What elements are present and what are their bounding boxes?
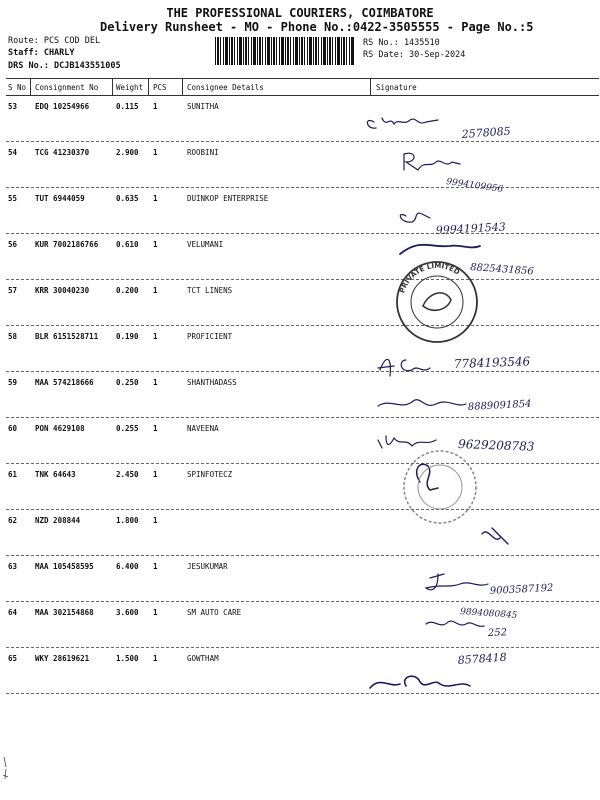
col-consignment: Consignment No — [35, 83, 99, 92]
row-weight: 0.115 — [116, 102, 139, 111]
row-consignee: ROOBINI — [187, 148, 219, 157]
row-pcs: 1 — [153, 148, 158, 157]
staff-label: Staff: CHARLY — [8, 48, 75, 58]
row-consignment: NZD 208844 — [35, 516, 81, 525]
svg-text:252: 252 — [487, 627, 508, 639]
row-weight: 2.900 — [116, 148, 139, 157]
row-pcs: 1 — [153, 562, 158, 571]
svg-text:9003587192: 9003587192 — [489, 582, 554, 597]
row-consignee: NAVEENA — [187, 424, 219, 433]
row-weight: 6.400 — [116, 562, 139, 571]
row-weight: 0.610 — [116, 240, 139, 249]
row-sno: 59 — [8, 378, 18, 387]
table-row — [6, 555, 599, 602]
row-pcs: 1 — [153, 470, 158, 479]
rs-number: RS No.: 1435510 — [363, 38, 440, 48]
col-weight: Weight — [116, 83, 144, 92]
table-row — [6, 325, 599, 372]
svg-text:8578418: 8578418 — [457, 650, 508, 667]
scan-mark — [0, 755, 12, 785]
row-consignment: BLR 6151528711 — [35, 332, 99, 341]
barcode — [215, 37, 355, 65]
row-sno: 61 — [8, 470, 18, 479]
runsheet-subtitle: Delivery Runsheet - MO - Phone No.:0422-3505555 - Page No.:5 — [100, 20, 534, 34]
row-pcs: 1 — [153, 654, 158, 663]
row-consignment: EDQ 10254966 — [35, 102, 90, 111]
row-pcs: 1 — [153, 240, 158, 249]
row-sno: 55 — [8, 194, 18, 203]
row-pcs: 1 — [153, 102, 158, 111]
row-consignment: KUR 7002186766 — [35, 240, 99, 249]
row-sno: 56 — [8, 240, 18, 249]
row-sno: 64 — [8, 608, 18, 617]
row-weight: 0.250 — [116, 378, 139, 387]
row-sno: 58 — [8, 332, 18, 341]
row-consignment: TUT 6944059 — [35, 194, 85, 203]
row-consignee: VELUMANI — [187, 240, 224, 249]
row-consignment: TNK 64643 — [35, 470, 76, 479]
row-consignment: MAA 302154868 — [35, 608, 94, 617]
row-consignment: MAA 105458595 — [35, 562, 94, 571]
row-weight: 1.500 — [116, 654, 139, 663]
row-consignee: DUINKOP ENTERPRISE — [187, 194, 269, 203]
row-pcs: 1 — [153, 332, 158, 341]
table-row — [6, 141, 599, 188]
row-pcs: 1 — [153, 286, 158, 295]
svg-text:9894080845: 9894080845 — [459, 607, 518, 621]
table-row — [6, 371, 599, 418]
route-label: Route: PCS COD DEL — [8, 36, 101, 46]
row-consignee: TCT LINENS — [187, 286, 233, 295]
row-sno: 60 — [8, 424, 18, 433]
row-consignment: KRR 30040230 — [35, 286, 90, 295]
row-weight: 2.450 — [116, 470, 139, 479]
row-consignment: WKY 28619621 — [35, 654, 90, 663]
row-consignee: SUNITHA — [187, 102, 219, 111]
row-pcs: 1 — [153, 516, 158, 525]
col-pcs: PCS — [153, 83, 167, 92]
table-row — [6, 95, 599, 142]
svg-text:2578085: 2578085 — [461, 124, 512, 141]
table-row — [6, 233, 599, 280]
row-weight: 1.800 — [116, 516, 139, 525]
row-sno: 54 — [8, 148, 18, 157]
col-sno: S No — [8, 83, 27, 92]
table-header — [6, 78, 599, 96]
svg-text:7784193546: 7784193546 — [453, 354, 531, 371]
row-sno: 62 — [8, 516, 18, 525]
company-title: THE PROFESSIONAL COURIERS, COIMBATORE — [166, 6, 434, 20]
svg-text:8889091854: 8889091854 — [467, 398, 532, 413]
table-row — [6, 279, 599, 326]
svg-text:9629208783: 9629208783 — [457, 437, 535, 454]
col-consignee: Consignee Details — [187, 83, 264, 92]
table-row — [6, 417, 599, 464]
svg-text:9994191543: 9994191543 — [435, 220, 507, 237]
row-consignee: PROFICIENT — [187, 332, 233, 341]
row-consignment: MAA 574218666 — [35, 378, 94, 387]
row-weight: 0.635 — [116, 194, 139, 203]
row-weight: 0.200 — [116, 286, 139, 295]
row-pcs: 1 — [153, 194, 158, 203]
drs-number: DRS No.: DCJB143551005 — [8, 61, 121, 71]
col-signature: Signature — [376, 83, 417, 92]
row-consignee: SPINFOTECZ — [187, 470, 233, 479]
row-sno: 53 — [8, 102, 18, 111]
svg-text:9994109956: 9994109956 — [445, 177, 504, 195]
table-row — [6, 601, 599, 648]
row-sno: 57 — [8, 286, 18, 295]
row-weight: 3.600 — [116, 608, 139, 617]
table-row — [6, 647, 599, 694]
row-weight: 0.255 — [116, 424, 139, 433]
row-consignee: SHANTHADASS — [187, 378, 237, 387]
row-pcs: 1 — [153, 424, 158, 433]
svg-text:PRIVATE LIMITED: PRIVATE LIMITED — [398, 261, 462, 295]
table-row — [6, 187, 599, 234]
row-sno: 63 — [8, 562, 18, 571]
svg-text:8825431856: 8825431856 — [469, 262, 535, 278]
row-consignment: TCG 41230370 — [35, 148, 90, 157]
row-sno: 65 — [8, 654, 18, 663]
row-weight: 0.190 — [116, 332, 139, 341]
row-pcs: 1 — [153, 378, 158, 387]
row-consignee: SM AUTO CARE — [187, 608, 242, 617]
rs-date: RS Date: 30-Sep-2024 — [363, 50, 466, 60]
row-consignee: JESUKUMAR — [187, 562, 228, 571]
table-row — [6, 463, 599, 510]
row-pcs: 1 — [153, 608, 158, 617]
table-row — [6, 509, 599, 556]
row-consignment: PON 4629108 — [35, 424, 85, 433]
row-consignee: GOWTHAM — [187, 654, 219, 663]
